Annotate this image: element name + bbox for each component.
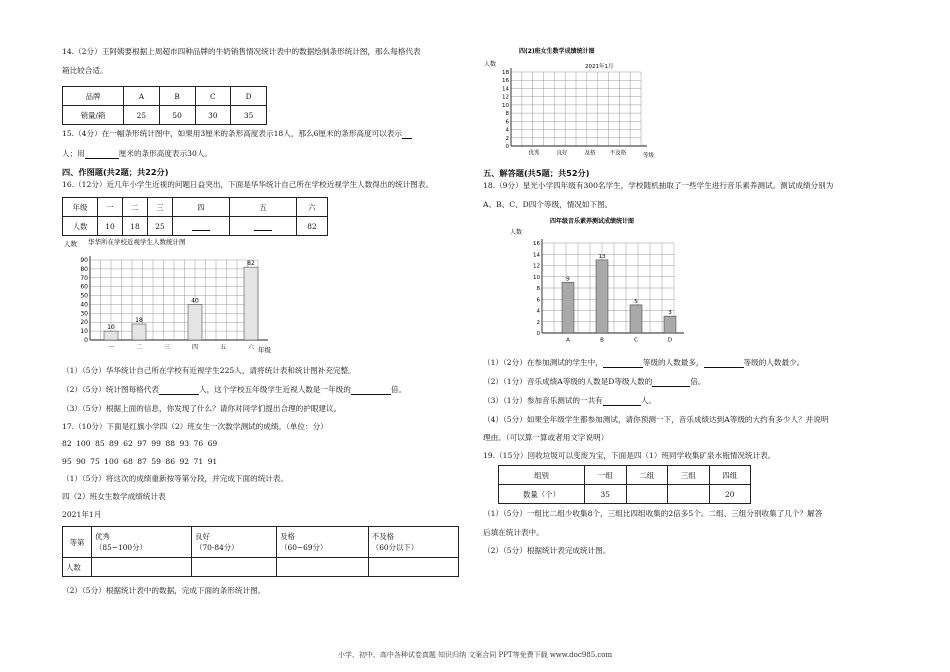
q16-sub2 bbox=[62, 385, 406, 395]
y-tick-label: 90 bbox=[80, 257, 88, 264]
q14-line2: 箱比较合适。 bbox=[62, 66, 108, 75]
q16-blank-grade6[interactable] bbox=[254, 221, 272, 231]
chart16 bbox=[62, 235, 292, 357]
q16-h0: 年级 bbox=[63, 198, 98, 217]
q18-sub4: （4）（5分）如果全年级学生都参加测试，请你预测一下，音乐成绩达到A等级的大约有多少人？并说明 bbox=[483, 415, 829, 424]
q17-table bbox=[62, 526, 459, 577]
q16-h4: 四 bbox=[173, 198, 230, 217]
q17-r1[interactable] bbox=[92, 558, 192, 577]
q19-sub2: （2）（5分）根据统计表完成统计图。 bbox=[483, 546, 611, 555]
y-tick-label: 14 bbox=[533, 252, 540, 259]
q17-scores-row1: 82 100 85 89 62 97 99 88 93 76 69 bbox=[62, 439, 218, 448]
q17-h0: 等第 bbox=[63, 527, 92, 558]
q17-h4 bbox=[368, 527, 458, 558]
q16-r3: 25 bbox=[148, 217, 173, 236]
y-tick-label: 4 bbox=[536, 308, 540, 315]
y-tick-label: 20 bbox=[80, 319, 88, 327]
q19-r4: 20 bbox=[709, 485, 751, 504]
bar-value-label: 5 bbox=[634, 298, 638, 305]
chart17-date: 2021年1月 bbox=[585, 64, 614, 70]
q14-r0: 销量/箱 bbox=[63, 106, 124, 125]
q17-h1-label: 优秀 bbox=[95, 532, 110, 541]
section4-title: 四、作图题(共2题；共22分) bbox=[62, 167, 169, 177]
q16-r6: 82 bbox=[297, 217, 328, 236]
chart17-title: 四(2)班女生数学成绩统计图 bbox=[519, 48, 595, 55]
chart17 bbox=[483, 46, 668, 162]
q16-h1: 一 bbox=[98, 198, 123, 217]
chart17-plot bbox=[502, 68, 647, 157]
bar-C bbox=[630, 305, 642, 333]
q17-scores-row2: 95 90 75 100 68 87 59 86 92 71 91 bbox=[62, 457, 218, 466]
y-tick-label: 0 bbox=[84, 337, 88, 344]
q16-r0: 人数 bbox=[63, 217, 98, 236]
q16-r4[interactable] bbox=[173, 217, 230, 236]
q15-line1 bbox=[62, 129, 412, 139]
q19-h2: 二组 bbox=[626, 466, 668, 485]
q18-sub3b: 人。 bbox=[640, 396, 656, 405]
q18-sub2a: （2）（1分）音乐成绩A等级的人数是D等级人数的 bbox=[483, 377, 653, 386]
y-tick-label: 6 bbox=[505, 119, 509, 126]
bar-value-label: 18 bbox=[135, 317, 143, 324]
q14-h0: 品牌 bbox=[63, 87, 124, 106]
q17-r3[interactable] bbox=[277, 558, 369, 577]
q16-blank-ratio[interactable] bbox=[351, 385, 391, 395]
q18-sub1 bbox=[483, 358, 804, 368]
y-tick-label: 8 bbox=[536, 286, 540, 292]
q16-h2: 二 bbox=[123, 198, 148, 217]
q16-r1: 10 bbox=[98, 217, 123, 236]
x-category-label: C bbox=[634, 337, 638, 344]
q18-line1: 18.（9分）星光小学四年级有300名学生，学校随机抽取了一些学生进行音乐素养测试。测试成绩分别为 bbox=[483, 181, 834, 190]
q18-sub3a: （3）（1分）参加音乐测试的一共有 bbox=[483, 396, 603, 405]
q17-table-title: 四（2）班女生数学成绩统计表 bbox=[62, 492, 166, 501]
x-category-label: 五 bbox=[219, 344, 227, 351]
q19-r3[interactable] bbox=[668, 485, 710, 504]
chart18-ylabel: 人数 bbox=[510, 229, 523, 236]
q15-blank1[interactable] bbox=[402, 129, 412, 139]
y-tick-label: 10 bbox=[533, 274, 540, 281]
y-tick-label: 18 bbox=[502, 70, 509, 76]
section5-title: 五、解答题(共5题；共52分) bbox=[483, 168, 590, 178]
bar-四 bbox=[188, 304, 202, 340]
q17-r4[interactable] bbox=[368, 558, 458, 577]
q17-h1-range: （85~100分） bbox=[95, 543, 147, 552]
q17-h1 bbox=[92, 527, 192, 558]
x-category-label: D bbox=[667, 337, 673, 344]
q16-r5[interactable] bbox=[230, 217, 297, 236]
y-tick-label: 40 bbox=[80, 301, 88, 309]
q16-sub1: （1）（5分）华华统计自己所在学校有近视学生225人，请将统计表和统计图补充完整。 bbox=[62, 366, 356, 375]
y-tick-label: 0 bbox=[505, 144, 509, 150]
q17-sub1: （1）（5分）将这次的成绩重新按等第分段，并完成下面的统计表。 bbox=[62, 474, 289, 483]
q18-sub4b: 理由。（可以算一算或者用文字说明） bbox=[483, 433, 609, 442]
chart17-ylabel: 人数 bbox=[484, 61, 497, 68]
y-tick-label: 60 bbox=[80, 283, 88, 291]
q17-h3 bbox=[277, 527, 369, 558]
y-tick-label: 4 bbox=[505, 127, 509, 134]
q16-sub3: （3）（5分）根据上面的信息，你发现了什么？请你对同学们提出合理的护眼建议。 bbox=[62, 404, 342, 413]
x-category-label: 一 bbox=[107, 344, 115, 351]
q19-h4: 四组 bbox=[709, 466, 751, 485]
q19-h0: 组别 bbox=[499, 466, 585, 485]
q19-r0: 数量（个） bbox=[499, 485, 585, 504]
q17-h2-range: （70-84分） bbox=[195, 543, 239, 552]
q19-h3: 三组 bbox=[668, 466, 710, 485]
chart18 bbox=[508, 216, 688, 348]
y-tick-label: 70 bbox=[80, 274, 88, 282]
q19-r2[interactable] bbox=[626, 485, 668, 504]
q17-sub2: （2）（5分）根据统计表中的数据，完成下面的条形统计图。 bbox=[62, 586, 266, 595]
q16-table bbox=[62, 197, 328, 236]
q16-sub2b: 人，这个学校五年级学生近视人数是一年级的 bbox=[199, 385, 351, 394]
q17-r2[interactable] bbox=[192, 558, 277, 577]
q18-sub1b: 等级的人数最多， bbox=[642, 358, 704, 367]
y-tick-label: 12 bbox=[502, 94, 509, 101]
q19-h1: 一组 bbox=[585, 466, 627, 485]
q16-blank-per-cell[interactable] bbox=[159, 385, 199, 395]
x-category-label: 六 bbox=[247, 344, 255, 351]
bar-B bbox=[596, 260, 608, 333]
q16-text: 16.（12分）近几年小学生近视的问题日益突出，下面是华华统计自己所在学校近视学生人数得出的统计图表。 bbox=[62, 180, 434, 189]
q15-line1-text: 15.（4分）在一幅条形统计图中，如果用3厘米的条形高度表示18人，那么6厘米的条形高度可以表示 bbox=[62, 129, 402, 138]
q17-date: 2021年1月 bbox=[62, 510, 102, 519]
y-tick-label: 0 bbox=[536, 331, 540, 337]
x-category-label: 优秀 bbox=[528, 150, 540, 157]
q19-sub1b: 后填在统计表中。 bbox=[483, 528, 544, 537]
chart16-title: 华华所在学校近视学生人数统计图 bbox=[88, 238, 186, 246]
q18-blank-most[interactable] bbox=[603, 358, 643, 368]
q16-h3: 三 bbox=[148, 198, 173, 217]
q16-blank-grade5[interactable] bbox=[192, 221, 210, 231]
x-category-label: 三 bbox=[163, 344, 171, 351]
y-tick-label: 10 bbox=[502, 102, 509, 109]
bar-二 bbox=[132, 324, 146, 340]
chart18-title: 四年级音乐素养测试成绩统计图 bbox=[550, 218, 635, 225]
y-tick-label: 12 bbox=[533, 263, 540, 270]
y-tick-label: 6 bbox=[536, 297, 540, 304]
chart18-plot bbox=[533, 239, 684, 344]
q18-blank-total[interactable] bbox=[603, 396, 641, 406]
q18-sub1a: （1）（2分）在参加测试的学生中， bbox=[483, 358, 603, 367]
q14-r2: 50 bbox=[159, 106, 195, 125]
q15-blank2[interactable] bbox=[85, 149, 119, 159]
q16-h6: 六 bbox=[297, 198, 328, 217]
q16-h5: 五 bbox=[230, 198, 297, 217]
x-category-label: A bbox=[566, 337, 570, 344]
q14-r3: 30 bbox=[195, 106, 231, 125]
q17-h4-label: 不及格 bbox=[371, 532, 394, 541]
y-tick-label: 16 bbox=[533, 241, 540, 247]
y-tick-label: 2 bbox=[505, 135, 509, 142]
bar-一 bbox=[104, 331, 118, 340]
chart17-xlabel: 等级 bbox=[643, 153, 655, 159]
page-footer: 小学、初中、高中各种试卷真题 知识归纳 文案合同 PPT等免费下载 www.doc985.com bbox=[337, 651, 613, 659]
q16-sub2a: （2）（5分）统计图每格代表 bbox=[62, 385, 159, 394]
x-category-label: B bbox=[600, 337, 604, 344]
q17-h3-label: 及格 bbox=[280, 532, 295, 541]
q19-r1: 35 bbox=[585, 485, 627, 504]
q19-sub1: （1）（5分）一组比二组少收集8个，三组比四组收集的2倍多5个。二组、三组分别收集了几个？解答 bbox=[483, 509, 823, 518]
q14-h4: D bbox=[231, 87, 267, 106]
bar-value-label: 10 bbox=[107, 324, 115, 332]
q14-h1: A bbox=[124, 87, 160, 106]
q14-h3: C bbox=[195, 87, 231, 106]
chart16-ylabel: 人数 bbox=[64, 240, 77, 248]
chart16-xlabel: 年级 bbox=[258, 346, 271, 354]
q14-line1: 14.（2分）王阿姨要根据上周超市四种品牌的牛奶销售情况统计表中的数据绘制条形统计图，那么每格代表 bbox=[62, 47, 421, 56]
q18-blank-ratio[interactable] bbox=[652, 377, 690, 387]
bar-value-label: 9 bbox=[566, 276, 570, 283]
x-category-label: 良好 bbox=[556, 150, 568, 157]
q17-h2-label: 良好 bbox=[195, 532, 210, 541]
q14-h2: B bbox=[159, 87, 195, 106]
q18-blank-least[interactable] bbox=[704, 358, 744, 368]
q14-r1: 25 bbox=[124, 106, 160, 125]
bar-value-label: 82 bbox=[247, 260, 255, 268]
y-tick-label: 10 bbox=[80, 328, 88, 336]
q14-table bbox=[62, 86, 267, 125]
q14-r4: 35 bbox=[231, 106, 267, 125]
q18-sub3 bbox=[483, 396, 656, 406]
q15-line2a: 人；用 bbox=[62, 149, 85, 158]
y-tick-label: 2 bbox=[536, 319, 540, 326]
chart16-plot bbox=[80, 256, 268, 351]
bar-value-label: 13 bbox=[598, 253, 606, 260]
x-category-label: 四 bbox=[191, 344, 199, 351]
q16-sub2c: 倍。 bbox=[390, 385, 407, 394]
q17-h2 bbox=[192, 527, 277, 558]
q18-sub1c: 等级的人数最少。 bbox=[743, 358, 805, 367]
q16-r2: 18 bbox=[123, 217, 148, 236]
y-tick-label: 50 bbox=[80, 292, 88, 300]
bar-D bbox=[664, 316, 676, 333]
bar-六 bbox=[244, 267, 258, 340]
x-category-label: 不及格 bbox=[609, 150, 627, 157]
q18-sub2 bbox=[483, 377, 706, 387]
q18-line2: A、B、C、D四个等级，情况如下图。 bbox=[483, 200, 613, 209]
q19-table bbox=[498, 465, 751, 504]
q15-line2 bbox=[62, 149, 212, 159]
q17-text: 17.（10分）下面是红旗小学四（2）班女生一次数学测试的成绩。（单位：分） bbox=[62, 422, 328, 431]
q17-h3-range: （60~69分） bbox=[280, 543, 328, 552]
bar-value-label: 40 bbox=[191, 297, 199, 305]
y-tick-label: 14 bbox=[502, 86, 509, 93]
y-tick-label: 8 bbox=[505, 111, 509, 118]
bar-A bbox=[562, 282, 574, 333]
q19-text: 19.（15分）回收垃圾可以变废为宝，下面是四（1）班同学收集矿泉水瓶情况统计表。 bbox=[483, 451, 776, 460]
y-tick-label: 80 bbox=[80, 265, 88, 273]
q18-sub2b: 倍。 bbox=[690, 377, 706, 386]
bar-value-label: 3 bbox=[668, 310, 672, 317]
q17-r0: 人数 bbox=[63, 558, 92, 577]
q15-line2b: 厘米的条形高度表示30人。 bbox=[118, 149, 212, 158]
y-tick-label: 16 bbox=[502, 78, 509, 85]
x-category-label: 及格 bbox=[584, 150, 596, 157]
q17-h4-range: （60分以下） bbox=[371, 543, 419, 552]
x-category-label: 二 bbox=[135, 344, 143, 351]
y-tick-label: 30 bbox=[80, 310, 88, 318]
